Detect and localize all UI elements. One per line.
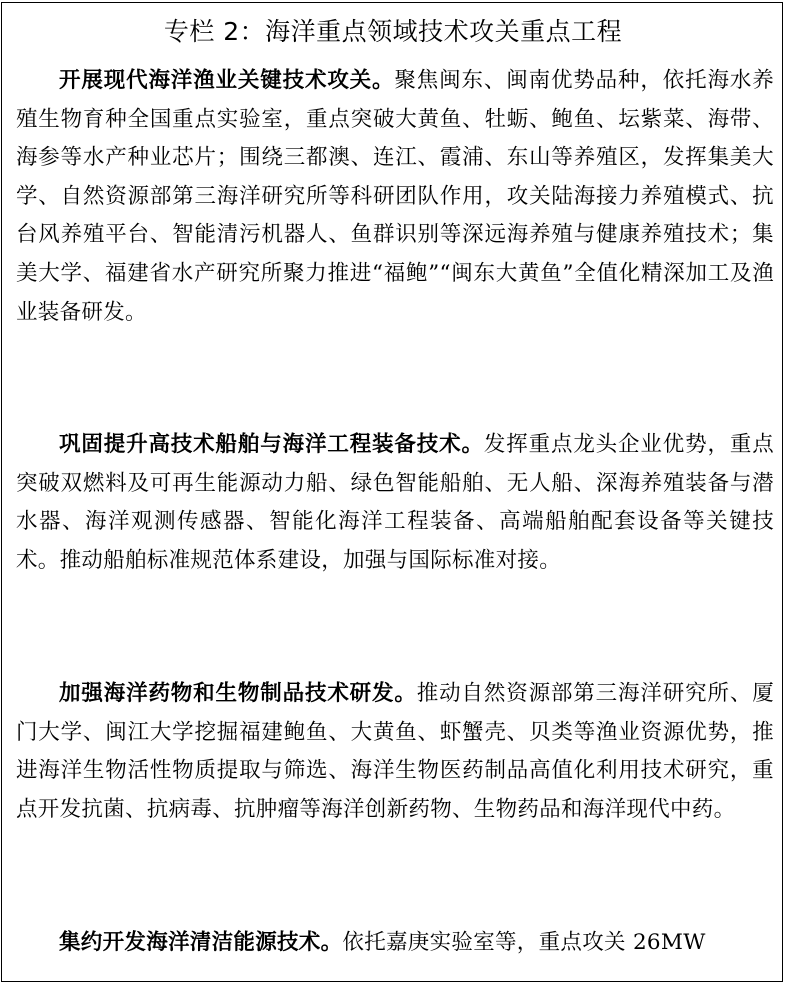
feature-box: [1, 2, 783, 982]
paragraph-lead: 巩固提升高技术船舶与海洋工程装备技术。: [59, 432, 484, 457]
paragraph-lead: 集约开发海洋清洁能源技术。: [59, 930, 343, 955]
box-title: 专栏 2：海洋重点领域技术攻关重点工程: [163, 17, 623, 46]
paragraph-fishery: [16, 62, 774, 332]
paragraph-ship-engineering: [16, 426, 774, 580]
paragraph-body: 发挥重点龙头企业优势，重点突破双燃料及可再生能源动力船、绿色智能船舶、无人船、深海养殖装备与潜水器、海洋观测传感器、智能化海洋工程装备、高端船舶配套设备等关键技术。推动船舶标准规范体系建设，加强与国际标准对接。: [16, 432, 775, 573]
paragraph-clean-energy: [16, 924, 774, 963]
paragraph-body: 推动自然资源部第三海洋研究所、厦门大学、闽江大学挖掘福建鲍鱼、大黄鱼、虾蟹壳、贝类等渔业资源优势，推进海洋生物活性物质提取与筛选、海洋生物医药制品高值化利用技术研究，重点开发抗菌、抗病毒、抗肿瘤等海洋创新药物、生物药品和海洋现代中药。: [16, 681, 774, 822]
paragraph-lead: 开展现代海洋渔业关键技术攻关。: [59, 68, 395, 93]
paragraph-lead: 加强海洋药物和生物制品技术研发。: [59, 681, 417, 706]
paragraph-marine-drugs: [16, 675, 774, 829]
paragraph-body: 依托嘉庚实验室等，重点攻关 26MW: [342, 930, 706, 955]
paragraph-body: 聚焦闽东、闽南优势品种，依托海水养殖生物育种全国重点实验室，重点突破大黄鱼、牡蛎、鲍鱼、坛紫菜、海带、海参等水产种业芯片；围绕三都澳、连江、霞浦、东山等养殖区，发挥集美大学、自然资源部第三海洋研究所等科研团队作用，攻关陆海接力养殖模式、抗台风养殖平台、智能清污机器人、鱼群识别等深远海养殖与健康养殖技术；集美大学、福建省水产研究所聚力推进“福鲍”“闽东大黄鱼”全值化精深加工及渔业装备研发。: [16, 68, 774, 325]
